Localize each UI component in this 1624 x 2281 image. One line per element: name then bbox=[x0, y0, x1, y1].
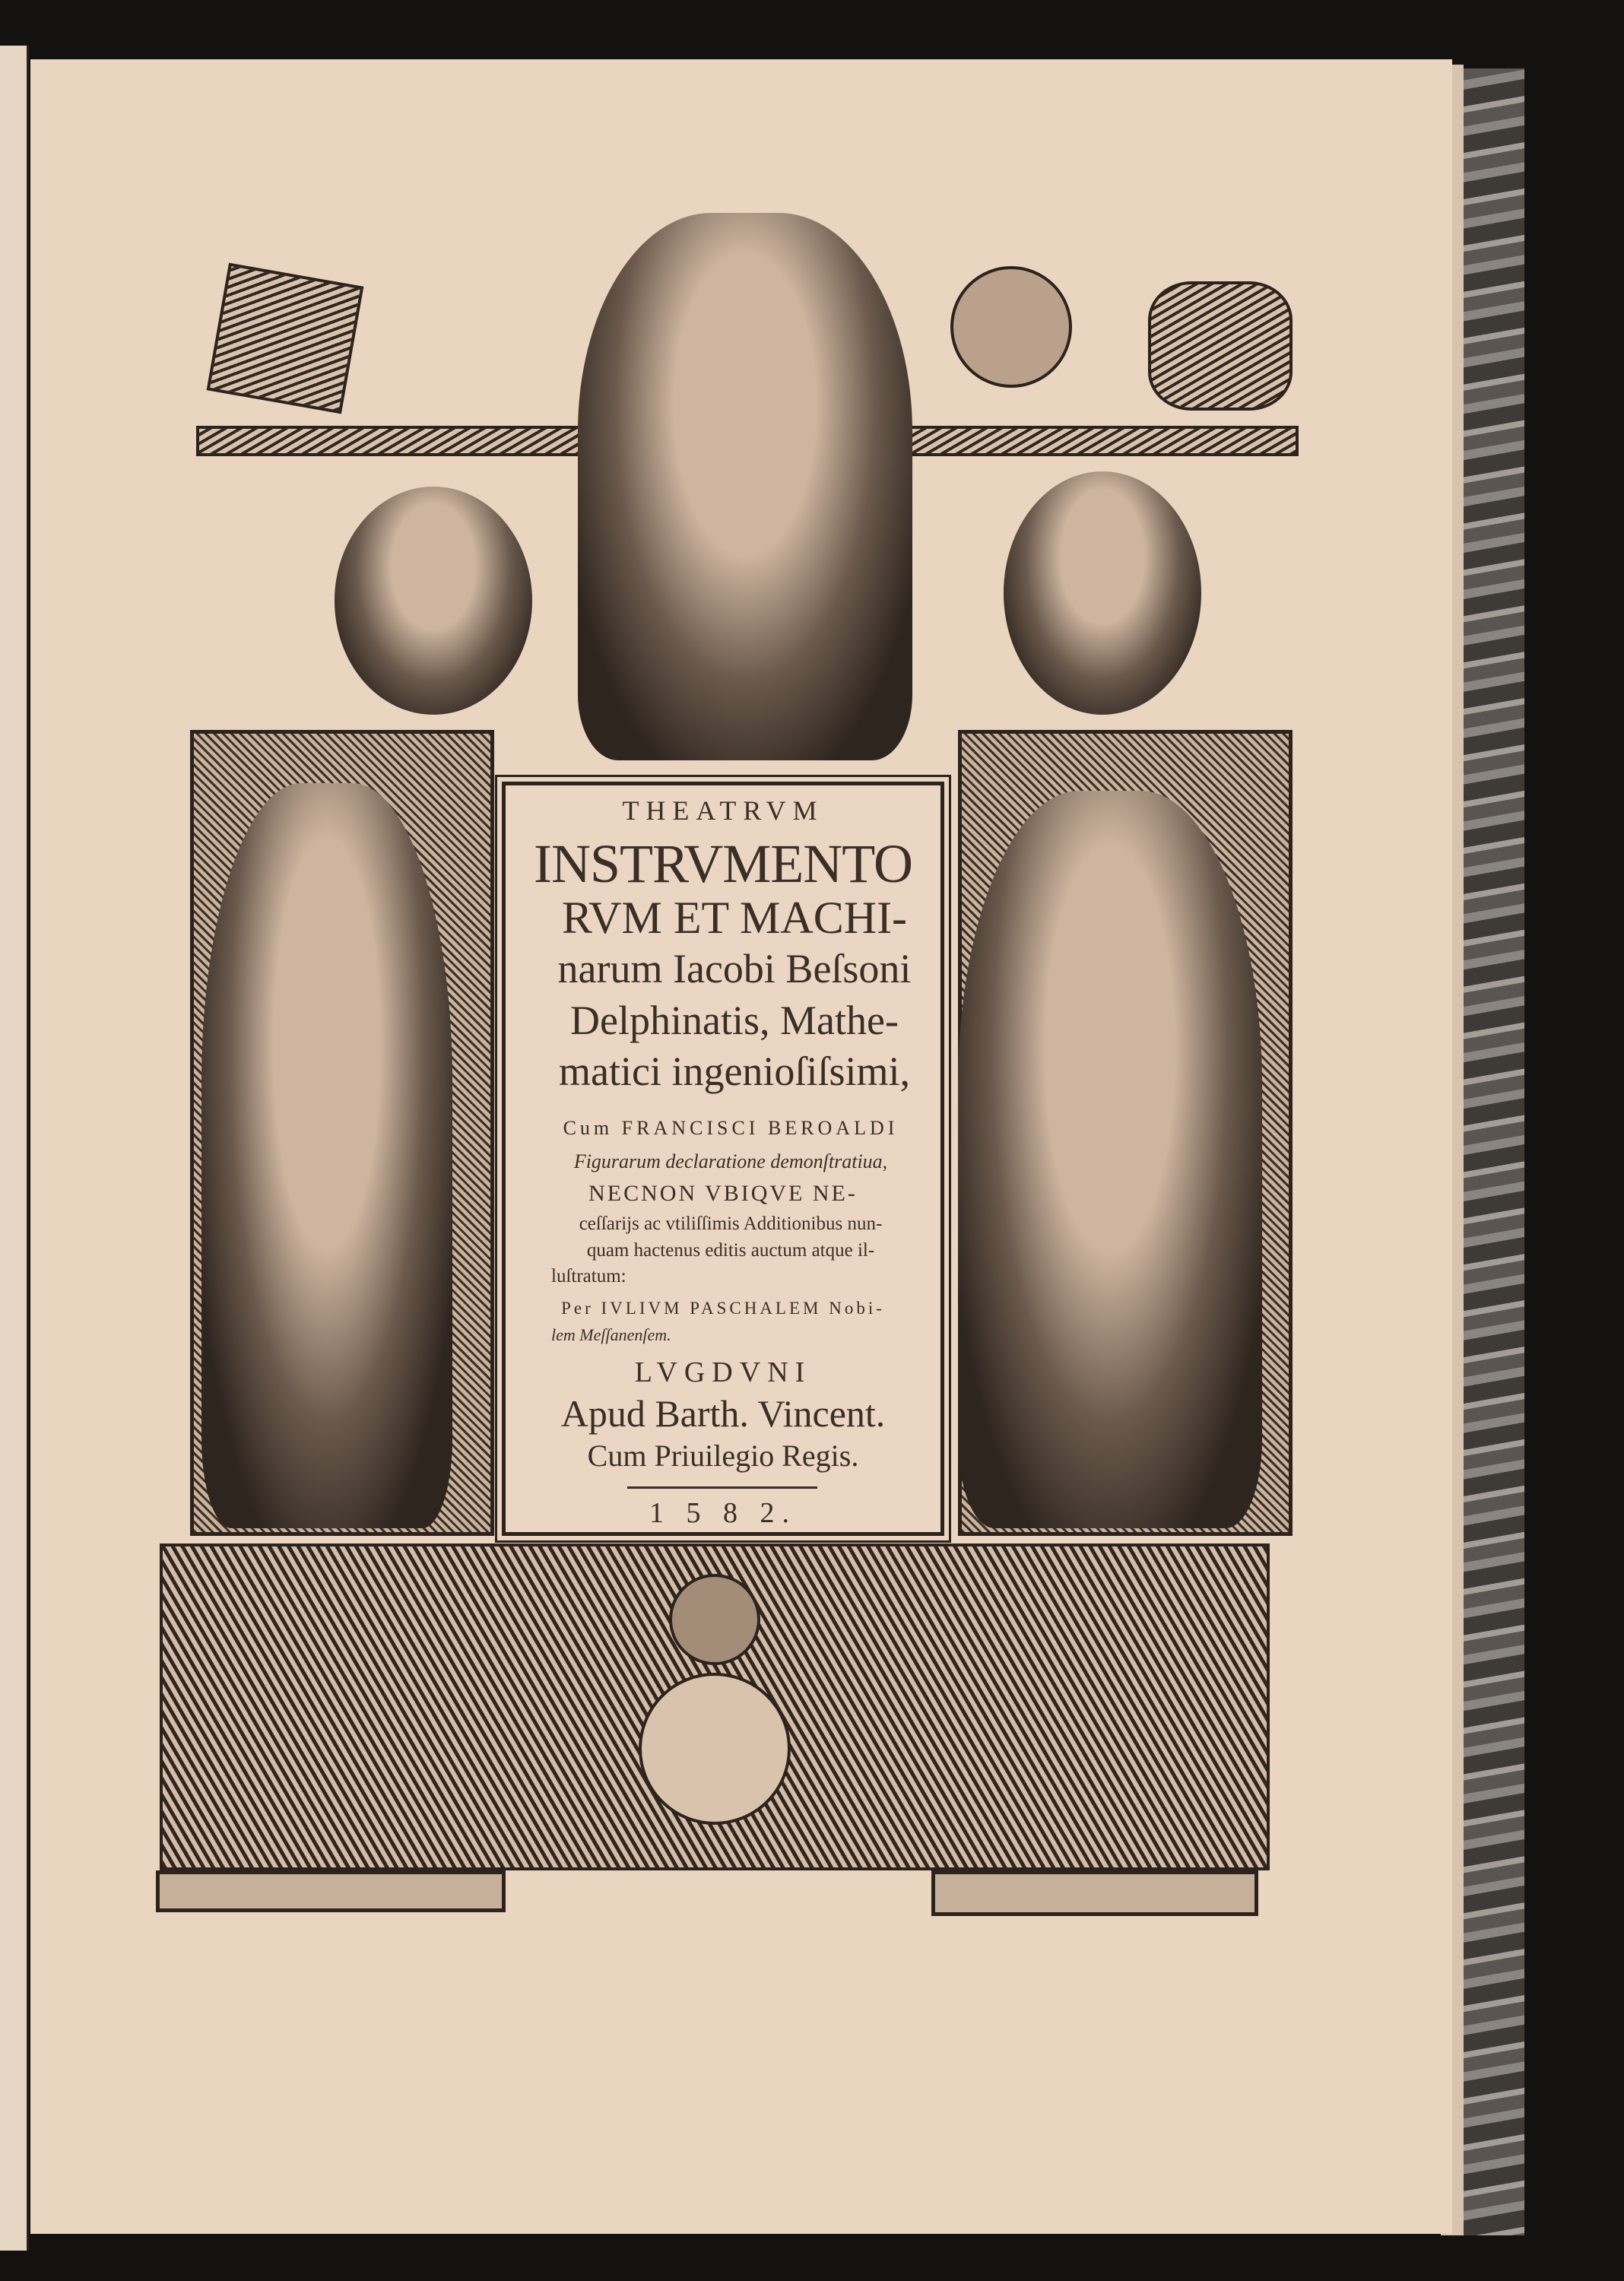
adjacent-page-edge bbox=[0, 46, 29, 2251]
subtitle-line-1: Figurarum declaratione demonſtratiua, bbox=[573, 1150, 888, 1172]
imprint-printer: Apud Barth. Vincent. bbox=[560, 1392, 886, 1435]
imprint-privilege: Cum Priuilegio Regis. bbox=[587, 1439, 859, 1473]
mask-ornament bbox=[669, 1574, 760, 1665]
seated-allegorical-figure bbox=[578, 213, 912, 760]
title-line-4: narum Iacobi Beſsoni bbox=[557, 946, 912, 991]
right-plinth bbox=[931, 1870, 1258, 1916]
title-line-3: RVM ET MACHI- bbox=[561, 893, 908, 943]
title-line-1: THEATRVM bbox=[622, 795, 824, 826]
subtitle-line-2: NECNON VBIQVE NE- bbox=[588, 1181, 858, 1206]
divider-rule bbox=[627, 1486, 817, 1489]
title-line-5: Delphinatis, Mathe- bbox=[570, 998, 899, 1043]
left-philosopher-figure bbox=[201, 783, 452, 1528]
author-line: Cum FRANCISCI BEROALDI bbox=[563, 1117, 899, 1139]
title-line-2: INSTRVMENTO bbox=[534, 833, 912, 894]
subtitle-line-4: quam hactenus editis auctum atque il- bbox=[586, 1240, 875, 1261]
cube-medallion bbox=[639, 1673, 791, 1825]
left-plinth bbox=[156, 1870, 506, 1912]
imprint-year: 1 5 8 2. bbox=[649, 1497, 797, 1529]
subtitle-line-3: ceſſarijs ac vtiliſſimis Additionibus nun- bbox=[579, 1213, 883, 1234]
dodecahedron-ornament bbox=[1148, 281, 1293, 411]
imprint-city: LVGDVNI bbox=[634, 1356, 812, 1388]
editor-line-1: Per IVLIVM PASCHALEM Nobi- bbox=[561, 1299, 885, 1318]
icosahedron-ornament bbox=[207, 263, 364, 414]
right-putto bbox=[1004, 471, 1201, 715]
left-putto bbox=[335, 487, 532, 715]
globe-ornament bbox=[950, 266, 1072, 388]
subtitle-line-5: luſtratum: bbox=[551, 1266, 626, 1286]
right-philosopher-figure bbox=[958, 791, 1262, 1528]
title-line-6: matici ingenioſiſsimi, bbox=[559, 1048, 910, 1094]
title-cartouche bbox=[502, 782, 944, 1536]
editor-line-2: lem Meſſanenſem. bbox=[551, 1325, 671, 1344]
